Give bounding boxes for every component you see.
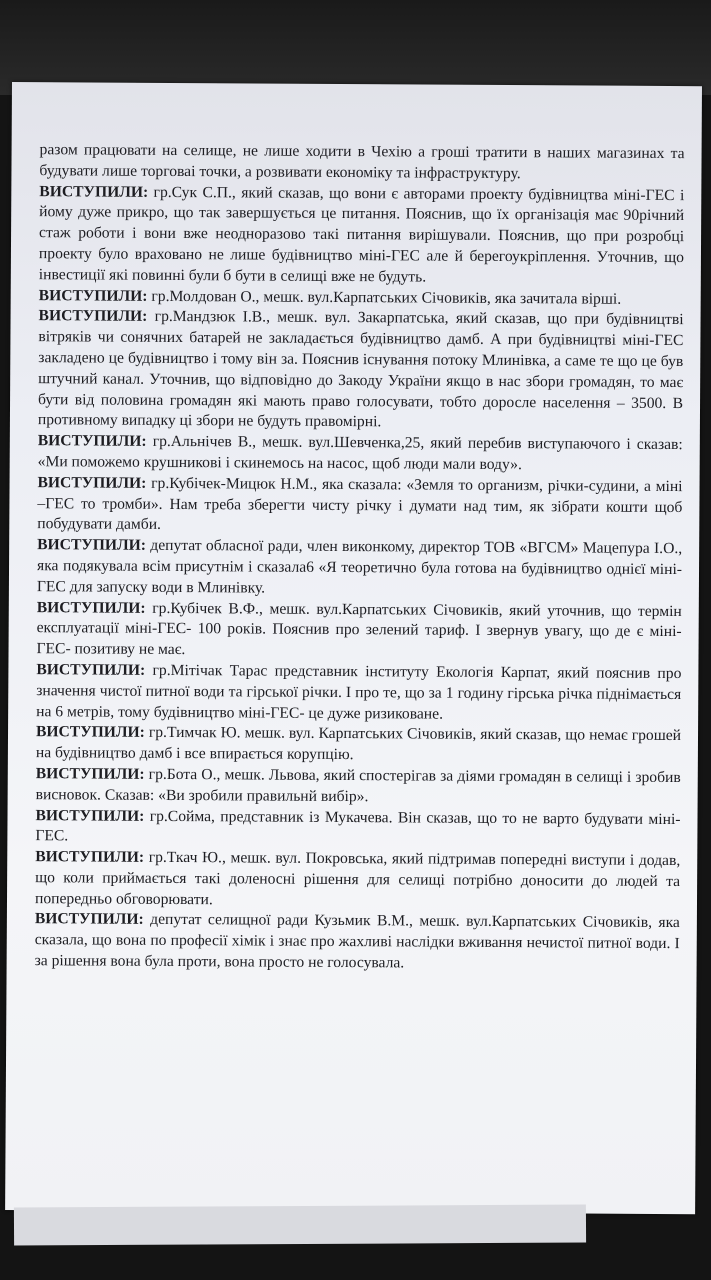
- speech-paragraph: [35, 847, 680, 913]
- speaker-label: ВИСТУПИЛИ:: [35, 806, 145, 825]
- speaker-label: ВИСТУПИЛИ:: [34, 910, 144, 929]
- speech-text: гр.Сук С.П., який сказав, що вони є авторами проекту будівництва міні-ГЕС і йому дуже прикро, що так завершується це питання. Пояснив, що їх організація має 90річний стаж роботи і вони вже неодноразово такі питання вирішували. Пояснив, що при розробці проекту було враховано не лише будівництво міні-ГЕС але й берегоукріплення. Уточнив, що інвестиції які повинні були б бути в селищі вже не будуть.: [38, 183, 685, 286]
- speech-paragraph: [36, 660, 681, 726]
- underlying-page-edge: [14, 1205, 586, 1246]
- speaker-label: ВИСТУПИЛИ:: [36, 661, 146, 679]
- speech-paragraph: [39, 140, 684, 186]
- speech-text: депутат обласної ради, член виконкому, директор ТОВ «ВГСМ» Мацепура І.О., яка подякувала всім присутнім і сказала6 «Я теоретично була готова на будівництво однієї міні-ГЕС для запуску води в Млинівку.: [36, 536, 683, 597]
- speech-text: гр.Тимчак Ю. мешк. вул. Карпатських Січовиків, який сказав, що немає грошей на будівництво дамб і все впирається корупцію.: [35, 724, 682, 764]
- speaker-label: ВИСТУПИЛИ:: [35, 765, 145, 783]
- speech-paragraph: [35, 910, 680, 976]
- speaker-label: ВИСТУПИЛИ:: [35, 723, 145, 742]
- photo-background: [0, 0, 711, 95]
- speech-paragraph: [37, 535, 682, 601]
- speech-paragraph: [38, 431, 683, 477]
- speaker-label: ВИСТУПИЛИ:: [39, 182, 149, 201]
- speech-text: гр.Бота О., мешк. Львова, який спостерігав за діями громадян в селищі і зробив висновок. Сказав: «Ви зробили правильнй вибір».: [35, 765, 681, 805]
- speech-paragraph: [39, 182, 685, 290]
- document-text: [35, 140, 685, 976]
- speaker-label: ВИСТУПИЛИ:: [37, 432, 147, 450]
- speech-text: депутат селищної ради Кузьмик В.М., мешк. вул.Карпатських Січовиків, яка сказала, що вона по професії хімік і знає про жахливі наслідки вживання нечистої питної води. І за рішення вона була проти, вона просто не голосувала.: [34, 911, 680, 972]
- speaker-label: ВИСТУПИЛИ:: [38, 286, 148, 305]
- speaker-label: ВИСТУПИЛИ:: [37, 473, 147, 492]
- speech-text: гр.Сойма, представник із Мукачева. Він сказав, що то не варто будувати міні-ГЕС.: [35, 807, 681, 845]
- speech-paragraph: [36, 722, 681, 768]
- speech-text: гр.Мандзюк І.В., мешк. вул. Закарпатська, який сказав, що при будівництві вітряків чи сонячних батарей не закладається будівництво дамб. А при будівництві міні-ГЕС закладено це будівництво і тому він за. Пояснив існування потоку Млинівка, а саме те що це був штучний канал. Уточнив, що відповідно до Закоду України якщо в нас збори громадян, то має бути від половина громадян які мають право голосувати, тобто доросле населення – 3500. В противному випадку ці збори не будуть правомірні.: [37, 308, 684, 431]
- speaker-label: ВИСТУПИЛИ:: [36, 598, 146, 617]
- speech-text: разом працювати на селище, не лише ходити в Чехію а гроші тратити в наших магазинах та будувати лише торговаі точки, а розвивати економіку та інфраструктуру.: [39, 141, 685, 182]
- speaker-label: ВИСТУПИЛИ:: [38, 307, 148, 326]
- speech-paragraph: [35, 806, 680, 852]
- speech-text: гр.Ткач Ю., мешк. вул. Покровська, який підтримав попередні виступи і додав, що коли приймається такі доленосні рішення для селищі потрібно доносити до людей та попередньо обговорювати.: [34, 848, 681, 908]
- speaker-label: ВИСТУПИЛИ:: [35, 848, 145, 866]
- speech-paragraph: [38, 307, 684, 436]
- speech-paragraph: [37, 473, 682, 539]
- speech-text: гр.Альнічев В., мешк. вул.Шевченка,25, який перебив виступаючого і сказав: «Ми поможемо крушникові і скинемось на насос, щоб люди мали воду».: [37, 432, 683, 474]
- speech-text: гр.Кубічек В.Ф., мешк. вул.Карпатських Січовиків, який уточнив, що термін експлуатації міні-ГЕС- 100 років. Пояснив про зелений тариф. І звернув увагу, що де є міні-ГЕС- позитиву не має.: [36, 599, 682, 659]
- speech-paragraph: [36, 598, 681, 664]
- speech-text: гр.Мітічак Тарас представник інституту Екологія Карпат, який пояснив про значення чистої питної води та гірської річки. І про те, що за 1 годину гірська річка піднімається на 6 метрів, тому будівництво міні-ГЕС- це дуже ризиковане.: [36, 661, 682, 723]
- speech-text: гр.Молдован О., мешк. вул.Карпатських Січовиків, яка зачитала вірші.: [147, 287, 622, 308]
- speech-paragraph: [36, 764, 681, 810]
- speech-text: гр.Кубічек-Мицюк Н.М., яка сказала: «Земля то организм, річки-судини, а міні –ГЕС то тромби». Нам треба зберегти чисту річку і думати над тим, як зібрати кошти щоб побудувати дамби.: [37, 474, 683, 534]
- document-page: [5, 82, 702, 1214]
- speaker-label: ВИСТУПИЛИ:: [37, 536, 147, 554]
